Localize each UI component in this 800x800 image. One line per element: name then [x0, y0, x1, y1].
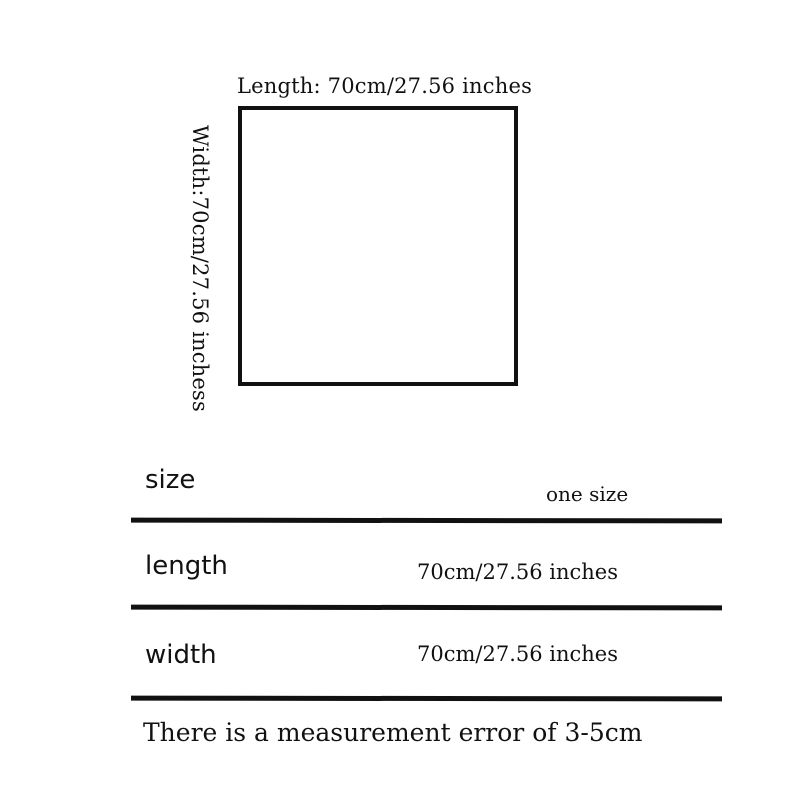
- length-row-value: 70cm/27.56 inches: [417, 560, 618, 584]
- width-row-label: width: [145, 640, 217, 670]
- measurement-note: There is a measurement error of 3-5cm: [143, 718, 643, 747]
- square-outline: [238, 106, 518, 386]
- length-row-label: length: [145, 551, 228, 581]
- size-row-label: size: [145, 465, 196, 495]
- table-divider: [131, 605, 722, 611]
- width-row-value: 70cm/27.56 inches: [417, 642, 618, 666]
- size-row-value: one size: [546, 482, 629, 506]
- table-divider: [131, 518, 722, 524]
- diagram-length-label: Length: 70cm/27.56 inches: [237, 74, 533, 98]
- diagram-width-label: Width:70cm/27.56 inchess: [188, 125, 212, 412]
- table-divider: [131, 696, 722, 702]
